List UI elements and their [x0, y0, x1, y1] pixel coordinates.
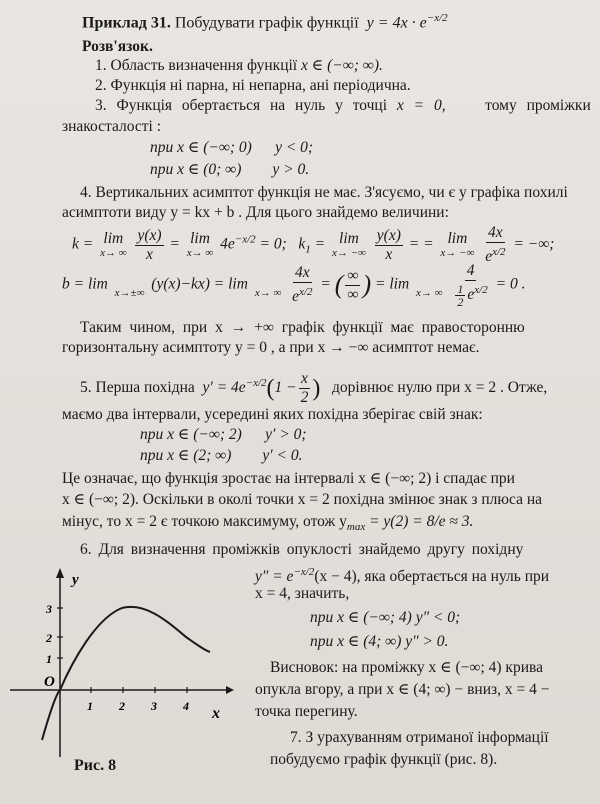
b-lim-3-sub: x→ ∞: [416, 287, 443, 300]
x-tick-label: 4: [183, 699, 189, 713]
item-7-line-2: побудуємо графік функції (рис. 8).: [270, 751, 498, 768]
item-5-deriv: y′ = 4e: [202, 379, 246, 397]
k1-lim-2-sub: x→ −∞: [440, 247, 475, 260]
example-task: Побудувати графік функції: [174, 14, 359, 32]
b-e-exp: x/2: [474, 284, 488, 296]
item-6-second-exp: −x/2: [293, 566, 315, 578]
item-3-tail: тому проміжки: [485, 97, 591, 114]
b-frac-num: 4x: [295, 263, 310, 281]
x-axis-arrow: [226, 686, 234, 694]
item-4-line-2: асимптоти виду y = kx + b . Для цього знайдемо величини:: [62, 204, 449, 221]
b-paren-num: ∞: [347, 266, 359, 284]
k1-lim-sub: x→ −∞: [332, 247, 366, 260]
figure-caption: Рис. 8: [74, 757, 117, 774]
y-axis-label: y: [72, 572, 79, 588]
conclusion-line-2: горизонтальну асимптоту y = 0 , а при x → −∞ асимптот немає.: [62, 339, 480, 356]
b-lhs: b = lim: [62, 275, 108, 293]
item-6-second: y″ = e: [255, 568, 294, 586]
item-5-line-5-text: мінус, то x = 2 є точкою максимуму, отож y: [62, 513, 347, 530]
y-tick-label: 2: [46, 631, 52, 645]
function-curve: [42, 607, 210, 740]
item-5-line-1: 5. Перша похідна $y' = 4e^{-x/2}(1$ − $\frac{x}{2}$ ) дорівнює нулю при x = 2 . Отже,: [80, 370, 548, 406]
b-half-num: 1: [457, 282, 464, 297]
item-3-case-2: при x ∈ (0; ∞) y > 0.: [150, 161, 310, 178]
k1-lim-2: lim: [447, 230, 468, 248]
item-3-case-1: при x ∈ (−∞; 0) y < 0;: [150, 139, 314, 156]
b-paren-den: ∞: [347, 285, 359, 303]
item-6-case-2: при x ∈ (4; ∞) y″ > 0.: [310, 633, 449, 650]
item-7-line-1: 7. З урахуванням отриманої інформації: [290, 729, 549, 746]
k-lim: lim: [103, 230, 124, 248]
item-1: [95, 56, 383, 76]
b-frac-den: e: [292, 288, 300, 306]
item-5-line-5: [62, 512, 473, 537]
item-6-case-1: при x ∈ (−∞; 4) y″ < 0;: [310, 609, 461, 626]
x-tick-label: 1: [87, 699, 93, 713]
k1-frac2-den-exp: x/2: [492, 246, 506, 258]
item-5-line-3: Це означає, що функція зростає на інтервалі x ∈ (−∞; 2) і спадає при: [62, 470, 515, 487]
y-tick-label: 1: [46, 652, 52, 666]
y-axis-arrow: [56, 568, 64, 578]
k-lim-2: lim: [190, 230, 210, 248]
solution-label: Розв'язок.: [82, 38, 153, 55]
k-lim-sub: x→ ∞: [100, 247, 127, 260]
item-1-text: 1. Область визначення функції: [95, 57, 298, 74]
b-frac-den-exp: x/2: [299, 285, 313, 298]
item-2: 2. Функція ні парна, ні непарна, ані періодична.: [95, 77, 411, 94]
x-tick-label: 3: [151, 699, 157, 713]
item-5-frac-den: 2: [300, 389, 309, 406]
k1-sub: 1: [305, 243, 311, 256]
item-5-line-4: x ∈ (−∞; 2). Оскільки в околі точки x = 2 похідна змінює знак з плюса на: [62, 491, 542, 508]
item-6-line-1: 6. Для визначення проміжків опуклості знайдемо другу похідну: [80, 541, 524, 558]
b-eq-lim: = lim: [375, 275, 410, 293]
x-axis-label: x: [212, 705, 220, 722]
b-lim-2-sub: x→ ∞: [254, 287, 282, 300]
item-6-line-3: x = 4, значить,: [255, 585, 350, 602]
item-6-second-tail: (x − 4), яка обертається на нуль при: [314, 568, 550, 586]
item-5-case-1: при x ∈ (−∞; 2) y′ > 0;: [140, 426, 307, 443]
item-5-case-2: при x ∈ (2; ∞) y′ < 0.: [140, 447, 303, 464]
item-5-line-5-tail: = y(2) = 8/e ≈ 3.: [369, 513, 474, 530]
k1-lim: lim: [339, 230, 359, 248]
figure-graph: [0, 562, 250, 762]
x-tick-label: 2: [119, 699, 125, 713]
y-tick-label: 3: [46, 602, 52, 616]
axis-ticks: [57, 608, 187, 693]
k1-frac2-num: 4x: [488, 224, 503, 241]
item-1-math: x ∈ (−∞; ∞).: [300, 57, 383, 74]
item-5-b: дорівнює нулю при x = 2 . Отже,: [332, 379, 548, 397]
conclusion-line-1: Таким чином, при x → +∞ графік функції має правосторонню: [80, 319, 525, 336]
k-lim-2-sub: x→ ∞: [186, 247, 214, 260]
b-lim-sub: x→±∞: [114, 287, 145, 300]
item-5-ymax-sub: max: [346, 521, 366, 534]
item-3-math: x = 0,: [396, 97, 446, 114]
k-frac-den: x: [146, 245, 153, 263]
b-half-den: 2: [457, 295, 464, 310]
example-function: y = 4x · e: [366, 14, 427, 32]
k1-lhs: k: [298, 235, 306, 253]
b-result: = 0 .: [495, 275, 526, 293]
item-5-paren: 1 −: [274, 379, 297, 397]
formula-k: k = lim x→ ∞ $\frac{y(x)}{x}$ = lim x→ ∞ $4e^{-x/2} = 0$; $k_1$ = lim x→ −∞ $\frac{y(x)}{x}$ = = lim x→ −∞ $\frac{4x}{e^{x/2}}$ = −∞;: [72, 224, 555, 266]
item-4-line-1: 4. Вертикальних асимптот функція не має. З'ясуємо, чи є у графіка похилі: [80, 184, 568, 201]
item-6-conclusion-3: точка перегину.: [255, 703, 358, 720]
k-result: 4e: [220, 235, 235, 253]
formula-b: b = lim x→±∞ (y(x)−kx) = lim x→ ∞ $\frac{4x}{e^{x/2}}$ = ( $\frac{\infty}{\infty}$ ) = lim x→ ∞ 4 $\frac{1}{2}$ $e^{x/2}$ = 0 .: [62, 262, 526, 310]
example-function-exp: −x/2: [426, 12, 448, 24]
item-5-frac-num: x: [301, 370, 308, 387]
item-3: [95, 96, 591, 116]
b-frac2-num: 4: [466, 262, 475, 279]
k1-result: = −∞;: [513, 235, 555, 253]
item-6-conclusion-1: Висновок: на проміжку x ∈ (−∞; 4) крива: [270, 659, 544, 676]
b-mid-eq: =: [320, 275, 331, 293]
k1-frac-num: y(x): [376, 226, 401, 244]
example-label: Приклад 31.: [82, 14, 171, 32]
item-3-text: 3. Функція обертається на нуль у точці: [95, 97, 388, 114]
example-heading: [82, 8, 448, 33]
item-3-cont: знакосталості :: [62, 118, 162, 135]
k-result-exp: −x/2: [234, 233, 256, 246]
k-eq-zero: = 0;: [259, 235, 287, 253]
item-5-line-2: маємо два інтервали, усередині яких похідна зберігає свій знак:: [62, 406, 483, 423]
k-lhs: k =: [72, 235, 94, 253]
k1-frac-den: x: [385, 245, 393, 263]
k1-frac2-den: e: [485, 248, 493, 266]
item-6-conclusion-2: опукла вгору, а при x ∈ (4; ∞) − вниз, x = 4 −: [255, 681, 550, 698]
b-expr: (y(x)−kx) = lim: [151, 275, 248, 293]
origin-label: O: [44, 674, 55, 690]
item-5-deriv-exp: −x/2: [245, 376, 267, 389]
k-frac-num: y(x): [137, 226, 162, 244]
item-5-a: 5. Перша похідна: [80, 379, 195, 397]
b-e: e: [467, 286, 475, 304]
